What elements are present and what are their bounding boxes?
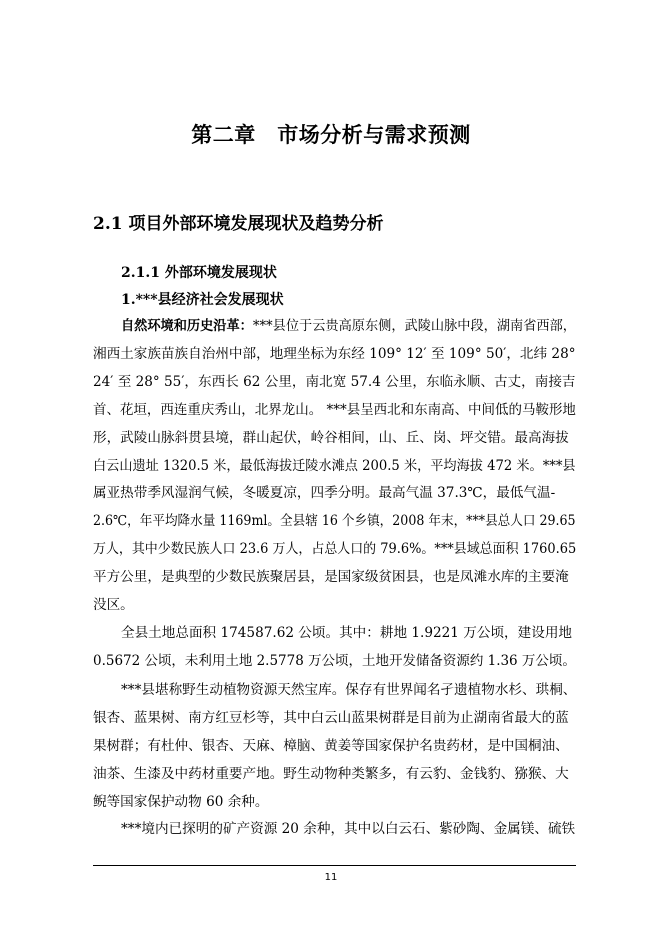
paragraph-line: ***境内已探明的矿产资源 20 余种，其中以白云石、紫砂陶、金属镁、硫铁 bbox=[121, 821, 576, 837]
paragraph-line: 24′ 至 28° 55′，东西长 62 公里，南北宽 57.4 公里，东临永顺、古丈，南接吉 bbox=[93, 374, 576, 390]
paragraph-line: 鲵等国家保护动物 60 余种。 bbox=[93, 794, 269, 810]
paragraph-line: 油茶、生漆及中药材重要产地。野生动物种类繁多，有云豹、金钱豹、猕猴、大 bbox=[93, 766, 569, 782]
paragraph-line: 湘西土家族苗族自治州中部，地理坐标为东经 109° 12′ 至 109° 50′，北纬 28° bbox=[93, 346, 576, 362]
paragraph-line: 首、花垣，西连重庆秀山，北界龙山。 ***县呈西北和东南高、中间低的马鞍形地 bbox=[93, 402, 576, 418]
subsection-heading: 2.1.1 外部环境发展现状 bbox=[121, 265, 277, 281]
footer-divider bbox=[93, 865, 576, 866]
paragraph-line: 万人，其中少数民族人口 23.6 万人，占总人口的 79.6%。***县域总面积 1760.65 bbox=[93, 541, 577, 557]
page-number: 11 bbox=[324, 872, 338, 883]
paragraph-line: 属亚热带季风湿润气候，冬暖夏凉，四季分明。最高气温 37.3℃，最低气温- bbox=[93, 485, 556, 501]
paragraph-line: 没区。 bbox=[93, 597, 134, 613]
paragraph-line: 2.6℃，年平均降水量 1169ml。全县辖 16 个乡镇，2008 年末，***县总人口 29.65 bbox=[93, 513, 576, 529]
section-heading: 2.1 项目外部环境发展现状及趋势分析 bbox=[93, 214, 384, 234]
chapter-title: 第二章 市场分析与需求预测 bbox=[191, 122, 471, 147]
paragraph-line bbox=[121, 320, 576, 334]
paragraph-lead: 自然环境和历史沿革： bbox=[121, 318, 253, 334]
paragraph-line: 平方公里，是典型的少数民族聚居县，是国家级贫困县，也是凤滩水库的主要淹 bbox=[93, 569, 569, 585]
paragraph-line: 果树群；有杜仲、银杏、天麻、樟脑、黄姜等国家保护名贵药材，是中国桐油、 bbox=[93, 738, 569, 754]
paragraph-line: 银杏、蓝果树、南方红豆杉等，其中白云山蓝果树群是目前为止湖南省最大的蓝 bbox=[93, 710, 569, 726]
paragraph-line: 形，武陵山脉斜贯县境，群山起伏，岭谷相间，山、丘、岗、坪交错。最高海拔 bbox=[93, 430, 569, 446]
paragraph-line: 白云山遗址 1320.5 米，最低海拔迁陵水滩点 200.5 米，平均海拔 472 米。***县 bbox=[93, 458, 576, 474]
paragraph-line: 全县土地总面积 174587.62 公顷。其中：耕地 1.9221 万公顷，建设用地 bbox=[121, 625, 573, 641]
paragraph-line: 0.5672 公顷，未利用土地 2.5778 万公顷，土地开发储备资源约 1.36 万公顷。 bbox=[93, 653, 576, 669]
subsubsection-heading: 1.***县经济社会发展现状 bbox=[121, 292, 284, 308]
paragraph-text: ***县位于云贵高原东侧，武陵山脉中段，湖南省西部， bbox=[252, 318, 576, 334]
paragraph-line: ***县堪称野生动植物资源天然宝库。保存有世界闻名孑遗植物水杉、珙桐、 bbox=[121, 682, 577, 698]
